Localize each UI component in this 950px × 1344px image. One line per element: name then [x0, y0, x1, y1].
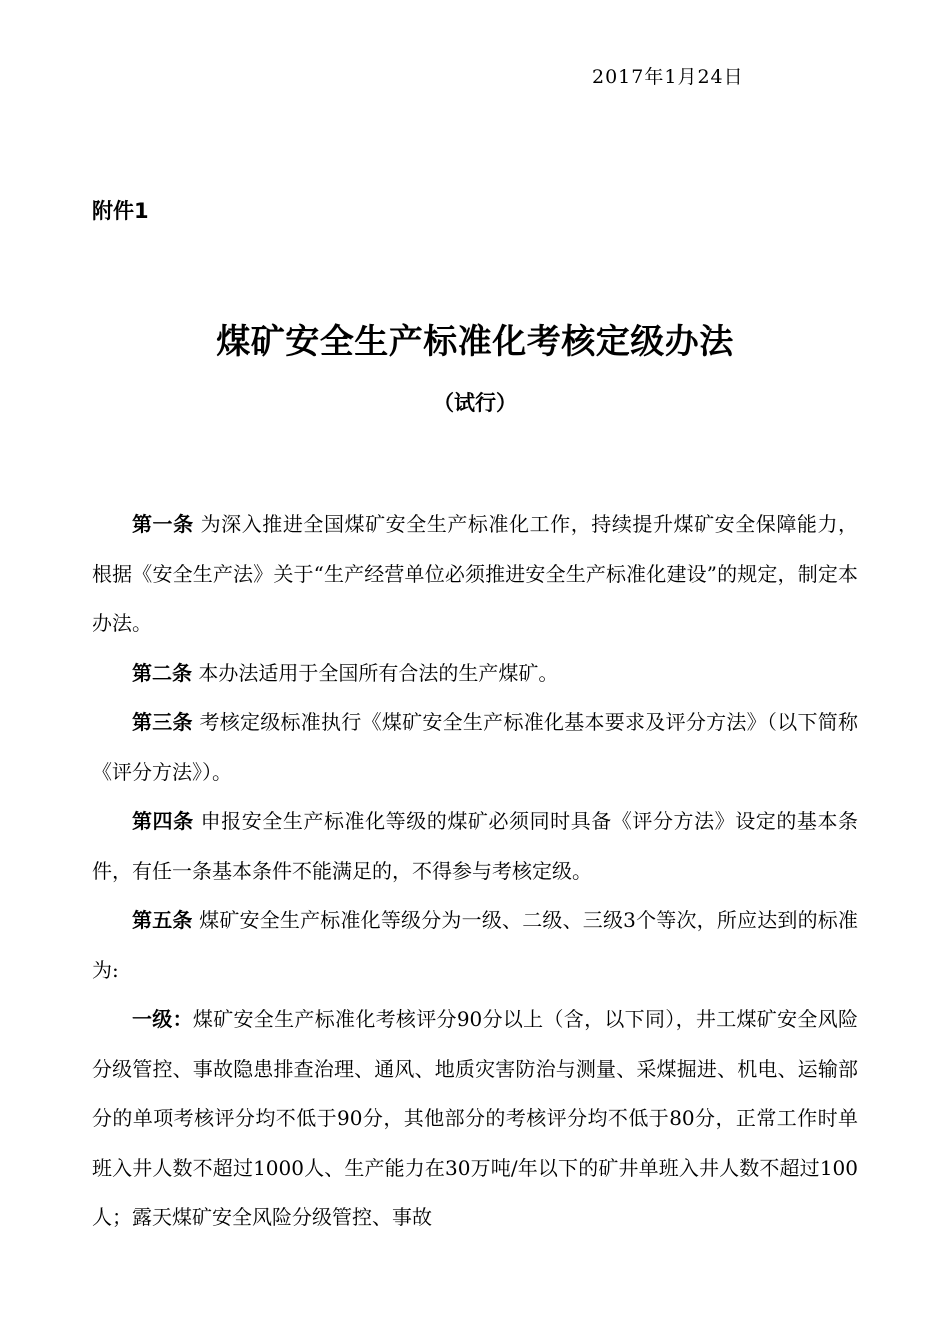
document-title: 煤矿安全生产标准化考核定级办法 — [216, 322, 734, 362]
article-2-text: 本办法适用于全国所有合法的生产煤矿。 — [192, 660, 559, 685]
article-4-text: 申报安全生产标准化等级的煤矿必须同时具备《评分方法》设定的基本条件，有任一条基本条件不能满足的，不得参与考核定级。 — [92, 809, 859, 883]
article-1-text: 为深入推进全国煤矿安全生产标准化工作，持续提升煤矿安全保障能力，根据《安全生产法》关于“生产经营单位必须推进安全生产标准化建设”的规定，制定本办法。 — [92, 512, 859, 635]
article-3 — [92, 698, 858, 797]
article-3-heading: 第三条 — [132, 710, 193, 734]
level-1-heading: 一级： — [132, 1007, 193, 1031]
article-5-text: 煤矿安全生产标准化等级分为一级、二级、三级3个等次，所应达到的标准为: — [92, 908, 858, 982]
level-1-text: 煤矿安全生产标准化考核评分90分以上（含，以下同），井工煤矿安全风险分级管控、事故隐患排查治理、通风、地质灾害防治与测量、采煤掘进、机电、运输部分的单项考核评分均不低于90分，其他部分的考核评分均不低于80分，正常工作时单班入井人数不超过1000人、生产能力在30万吨/年以下的矿井单班入井人数不超过100人；露天煤矿安全风险分级管控、事故 — [92, 1007, 858, 1229]
article-5 — [92, 896, 858, 995]
article-1-heading: 第一条 — [132, 512, 194, 536]
document-date: 2017年1月24日 — [592, 66, 744, 88]
article-4 — [92, 797, 858, 896]
article-1 — [92, 500, 858, 649]
document-body — [92, 500, 858, 1243]
article-5-heading: 第五条 — [132, 908, 193, 932]
document-subtitle: （试行） — [433, 391, 517, 415]
article-3-text: 考核定级标准执行《煤矿安全生产标准化基本要求及评分方法》（以下简称《评分方法》）。 — [92, 710, 859, 784]
article-2 — [92, 649, 858, 699]
article-2-heading: 第二条 — [132, 660, 192, 685]
level-1-clause — [92, 995, 858, 1243]
article-4-heading: 第四条 — [132, 809, 194, 833]
annex-label: 附件1 — [92, 199, 149, 223]
